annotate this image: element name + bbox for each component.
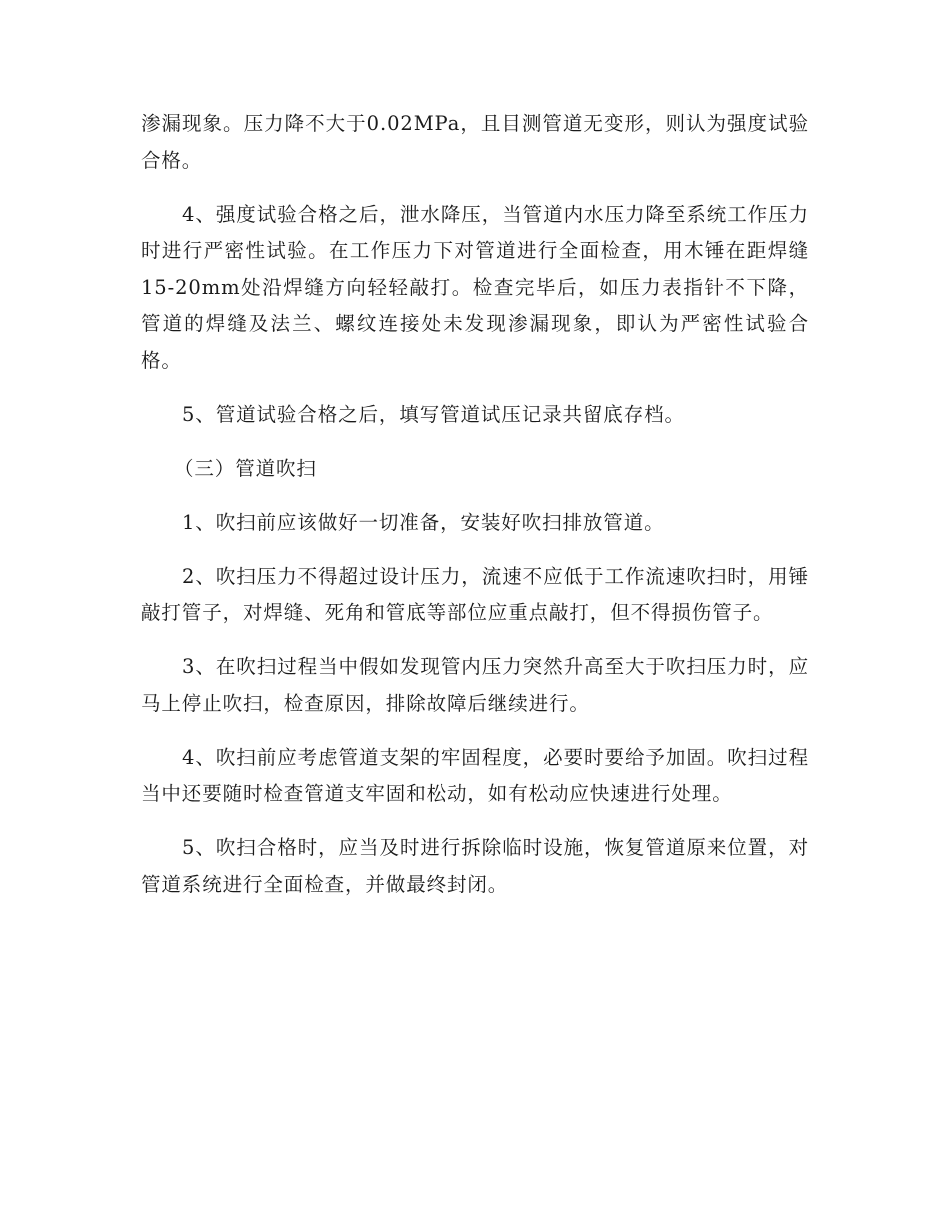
paragraph-purge-item-4: 4、吹扫前应考虑管道支架的牢固程度，必要时要给予加固。吹扫过程当中还要随时检查管道支牢固和松动，如有松动应快速进行处理。	[141, 745, 809, 805]
paragraph-purge-item-1: 1、吹扫前应该做好一切准备，安装好吹扫排放管道。	[182, 510, 665, 534]
paragraph-purge-item-2: 2、吹扫压力不得超过设计压力，流速不应低于工作流速吹扫时，用锤敲打管子，对焊缝、死角和管底等部位应重点敲打，但不得损伤管子。	[141, 564, 809, 624]
paragraph-item-5-record: 5、管道试验合格之后，填写管道试压记录共留底存档。	[182, 402, 685, 426]
paragraph-purge-item-5: 5、吹扫合格时，应当及时进行拆除临时设施，恢复管道原来位置，对管道系统进行全面检查，并做最终封闭。	[141, 836, 809, 896]
section-heading-pipe-purge: （三）管道吹扫	[174, 456, 317, 480]
document-body	[141, 106, 809, 921]
paragraph-continuation: 渗漏现象。压力降不大于0.02MPa，且目测管道无变形，则认为强度试验合格。	[141, 112, 809, 172]
paragraph-item-4-tightness-test: 4、强度试验合格之后，泄水降压，当管道内水压力降至系统工作压力时进行严密性试验。在工作压力下对管道进行全面检查，用木锤在距焊缝15-20mm处沿焊缝方向轻轻敲打。检查完毕后，如压力表指针不下降，管道的焊缝及法兰、螺纹连接处未发现渗漏现象，即认为严密性试验合格。	[141, 202, 809, 372]
paragraph-purge-item-3: 3、在吹扫过程当中假如发现管内压力突然升高至大于吹扫压力时，应马上停止吹扫，检查原因，排除故障后继续进行。	[141, 655, 809, 715]
